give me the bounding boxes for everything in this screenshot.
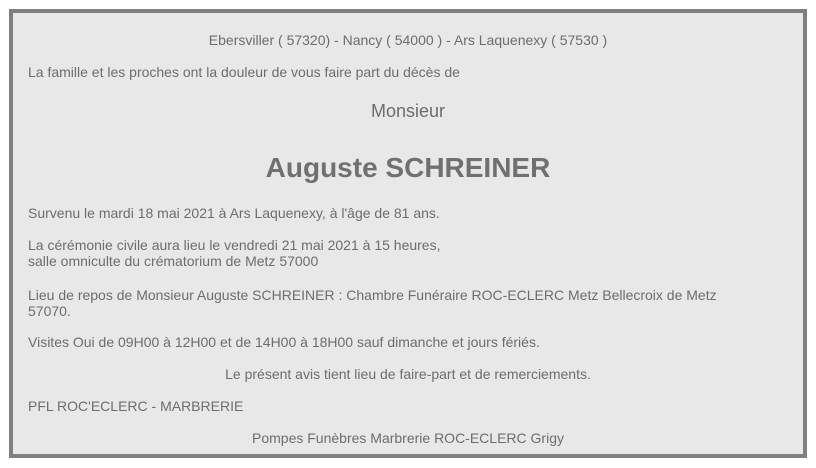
ceremony-line-2: salle omniculte du crématorium de Metz 57000 — [28, 253, 319, 269]
death-details: Survenu le mardi 18 mai 2021 à Ars Laquenexy, à l'âge de 81 ans. — [28, 205, 440, 221]
funeral-home-signature: Pompes Funèbres Marbrerie ROC-ECLERC Grigy — [252, 430, 564, 446]
visits-details: Visites Oui de 09H00 à 12H00 et de 14H00 à 18H00 sauf dimanche et jours fériés. — [28, 334, 540, 350]
civility-title: Monsieur — [370, 101, 446, 121]
ceremony-line-1: La cérémonie civile aura lieu le vendredi 21 mai 2021 à 15 heures, — [28, 237, 441, 253]
pfl-signature: PFL ROC'ECLERC - MARBRERIE — [28, 398, 244, 414]
obituary-notice — [9, 9, 807, 458]
rest-line-1: Lieu de repos de Monsieur Auguste SCHREINER : Chambre Funéraire ROC-ECLERC Metz Bellecroix de Metz — [28, 287, 717, 303]
ceremony-details — [28, 237, 763, 269]
intro-text: La famille et les proches ont la douleur de vous faire part du décès de — [28, 64, 460, 80]
deceased-name: Auguste SCHREINER — [265, 152, 551, 183]
towns-line: Ebersviller ( 57320) - Nancy ( 54000 ) - Ars Laquenexy ( 57530 ) — [208, 32, 608, 48]
thanks-line: Le présent avis tient lieu de faire-part et de remerciements. — [225, 366, 591, 382]
rest-line-2: 57070. — [28, 303, 71, 319]
rest-place-details — [28, 287, 763, 319]
